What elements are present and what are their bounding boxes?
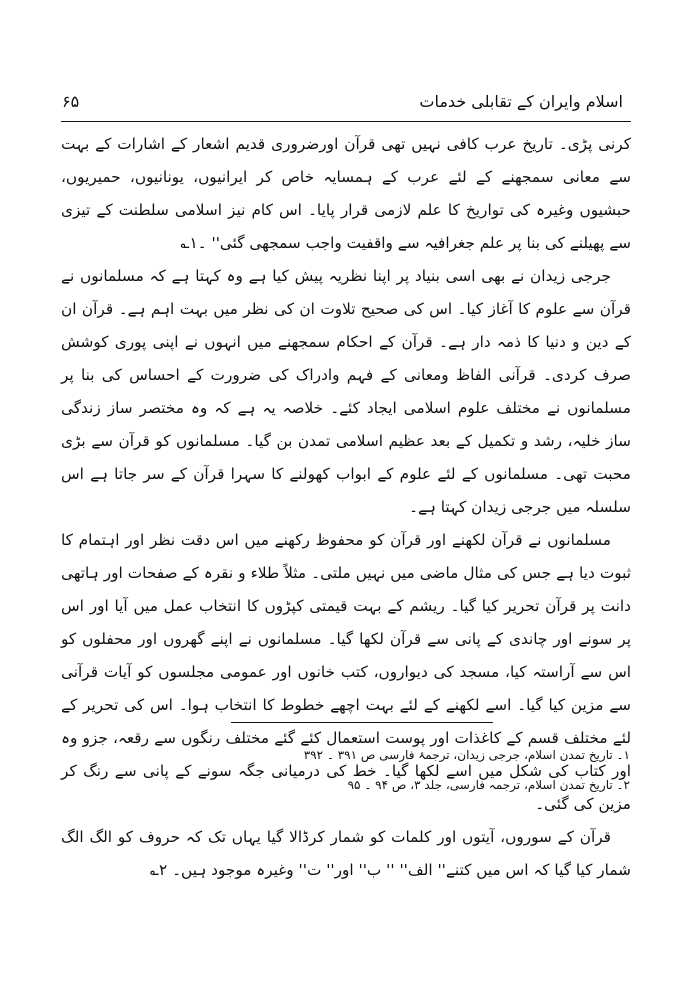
footnote-2: ۲۔ تاریخ تمدن اسلام، ترجمہ فارسی، جلد ۳، ص ۹۴ ۔ ۹۵: [347, 778, 630, 792]
paragraph-1: کرنی پڑی۔ تاریخ عرب کافی نہیں تھی قرآن اورضروری قدیم اشعار کے اشارات کے بہت سے معانی سمجھنے کے لئے عرب کے ہمسایہ خاص کر ایرانیوں، یونانیوں، حمیریوں، حبشیوں وغیرہ کی تواریخ کا علم لازمی قرار پایا۔ اس کام نیز اسلامی سلطنت کے تیزی سے پھیلنے کی بنا پر علم جغرافیہ سے واقفیت واجب سمجھی گئی'' ۔۱؎: [61, 135, 631, 252]
paragraph-2: جرجی زیدان نے بھی اسی بنیاد پر اپنا نظریہ پیش کیا ہے وہ کہتا ہے کہ مسلمانوں نے قرآن سے علوم کا آغاز کیا۔ اس کی صحیح تلاوت ان کی نظر میں بہت اہم ہے۔ قرآن ان کے دین و دنیا کا ذمہ دار ہے۔ قرآن کے احکام سمجھنے میں انہوں نے اپنی پوری کوشش صرف کردی۔ قرآنی الفاظ ومعانی کے فہم وادراک کی ضرورت کے احساس کی بنا پر مسلمانوں نے مختلف علوم اسلامی ایجاد کئے۔ خلاصہ یہ ہے کہ وہ مختصر ساز زندگی ساز خلیہ، رشد و تکمیل کے بعد عظیم اسلامی تمدن بن گیا۔ مسلمانوں کو قرآن سے بڑی محبت تھی۔ مسلمانوں کے لئے علوم کے ابواب کھولنے کا سہرا قرآن کے سر جاتا ہے اس سلسلہ میں جرجی زیدان کہتا ہے۔: [61, 267, 631, 516]
page-number: ۶۵: [62, 92, 80, 111]
paragraph-4: قرآن کے سوروں، آیتوں اور کلمات کو شمار کرڈالا گیا یہاں تک کہ حروف کو الگ الگ شمار کیا گیا کہ اس میں کتنے'' الف'' '' ب'' اور'' ت'' وغیرہ موجود ہیں۔ ۲؎: [61, 828, 631, 879]
paragraph-3: مسلمانوں نے قرآن لکھنے اور قرآن کو محفوظ رکھنے میں اس دقت نظر اور اہتمام کا ثبوت دیا ہے جس کی مثال ماضی میں نہیں ملتی۔ مثلاً طلاء و نقرہ کے صفحات اور ہاتھی دانت پر قرآن تحریر کیا گیا۔ ریشم کے بہت قیمتی کپڑوں کا انتخاب عمل میں آیا اور اس پر سونے اور چاندی کے پانی سے قرآن لکھا گیا۔ مسلمانوں نے اپنے گھروں اور محفلوں کو اس سے آراستہ کیا، مسجد کی دیواروں، کتب خانوں اور عمومی مجلسوں کو آیات قرآنی سے مزین کیا گیا۔ اسے لکھنے کے لئے بہت اچھے خطوط کا انتخاب ہوا۔ اس کی تحریر کے لئے مختلف قسم کے کاغذات اور پوست استعمال کئے گئے مختلف رنگوں سے رقعہ، جزو وہ اور کتاب کی شکل میں اسے لکھا گیا۔ خط کی درمیانی جگہ سونے کے پانی سے رنگ کر مزین کی گئی۔: [61, 531, 631, 813]
running-header-title: اسلام وایران کے تقابلی خدمات: [419, 92, 623, 111]
footnote-1: ۱۔ تاریخ تمدن اسلام، جرجی زیدان، ترجمۂ فارسی ص ۳۹۱ ۔ ۳۹۲: [303, 748, 630, 762]
header-divider: [61, 121, 631, 122]
footnotes: [200, 740, 630, 800]
footnote-divider: [231, 722, 493, 723]
